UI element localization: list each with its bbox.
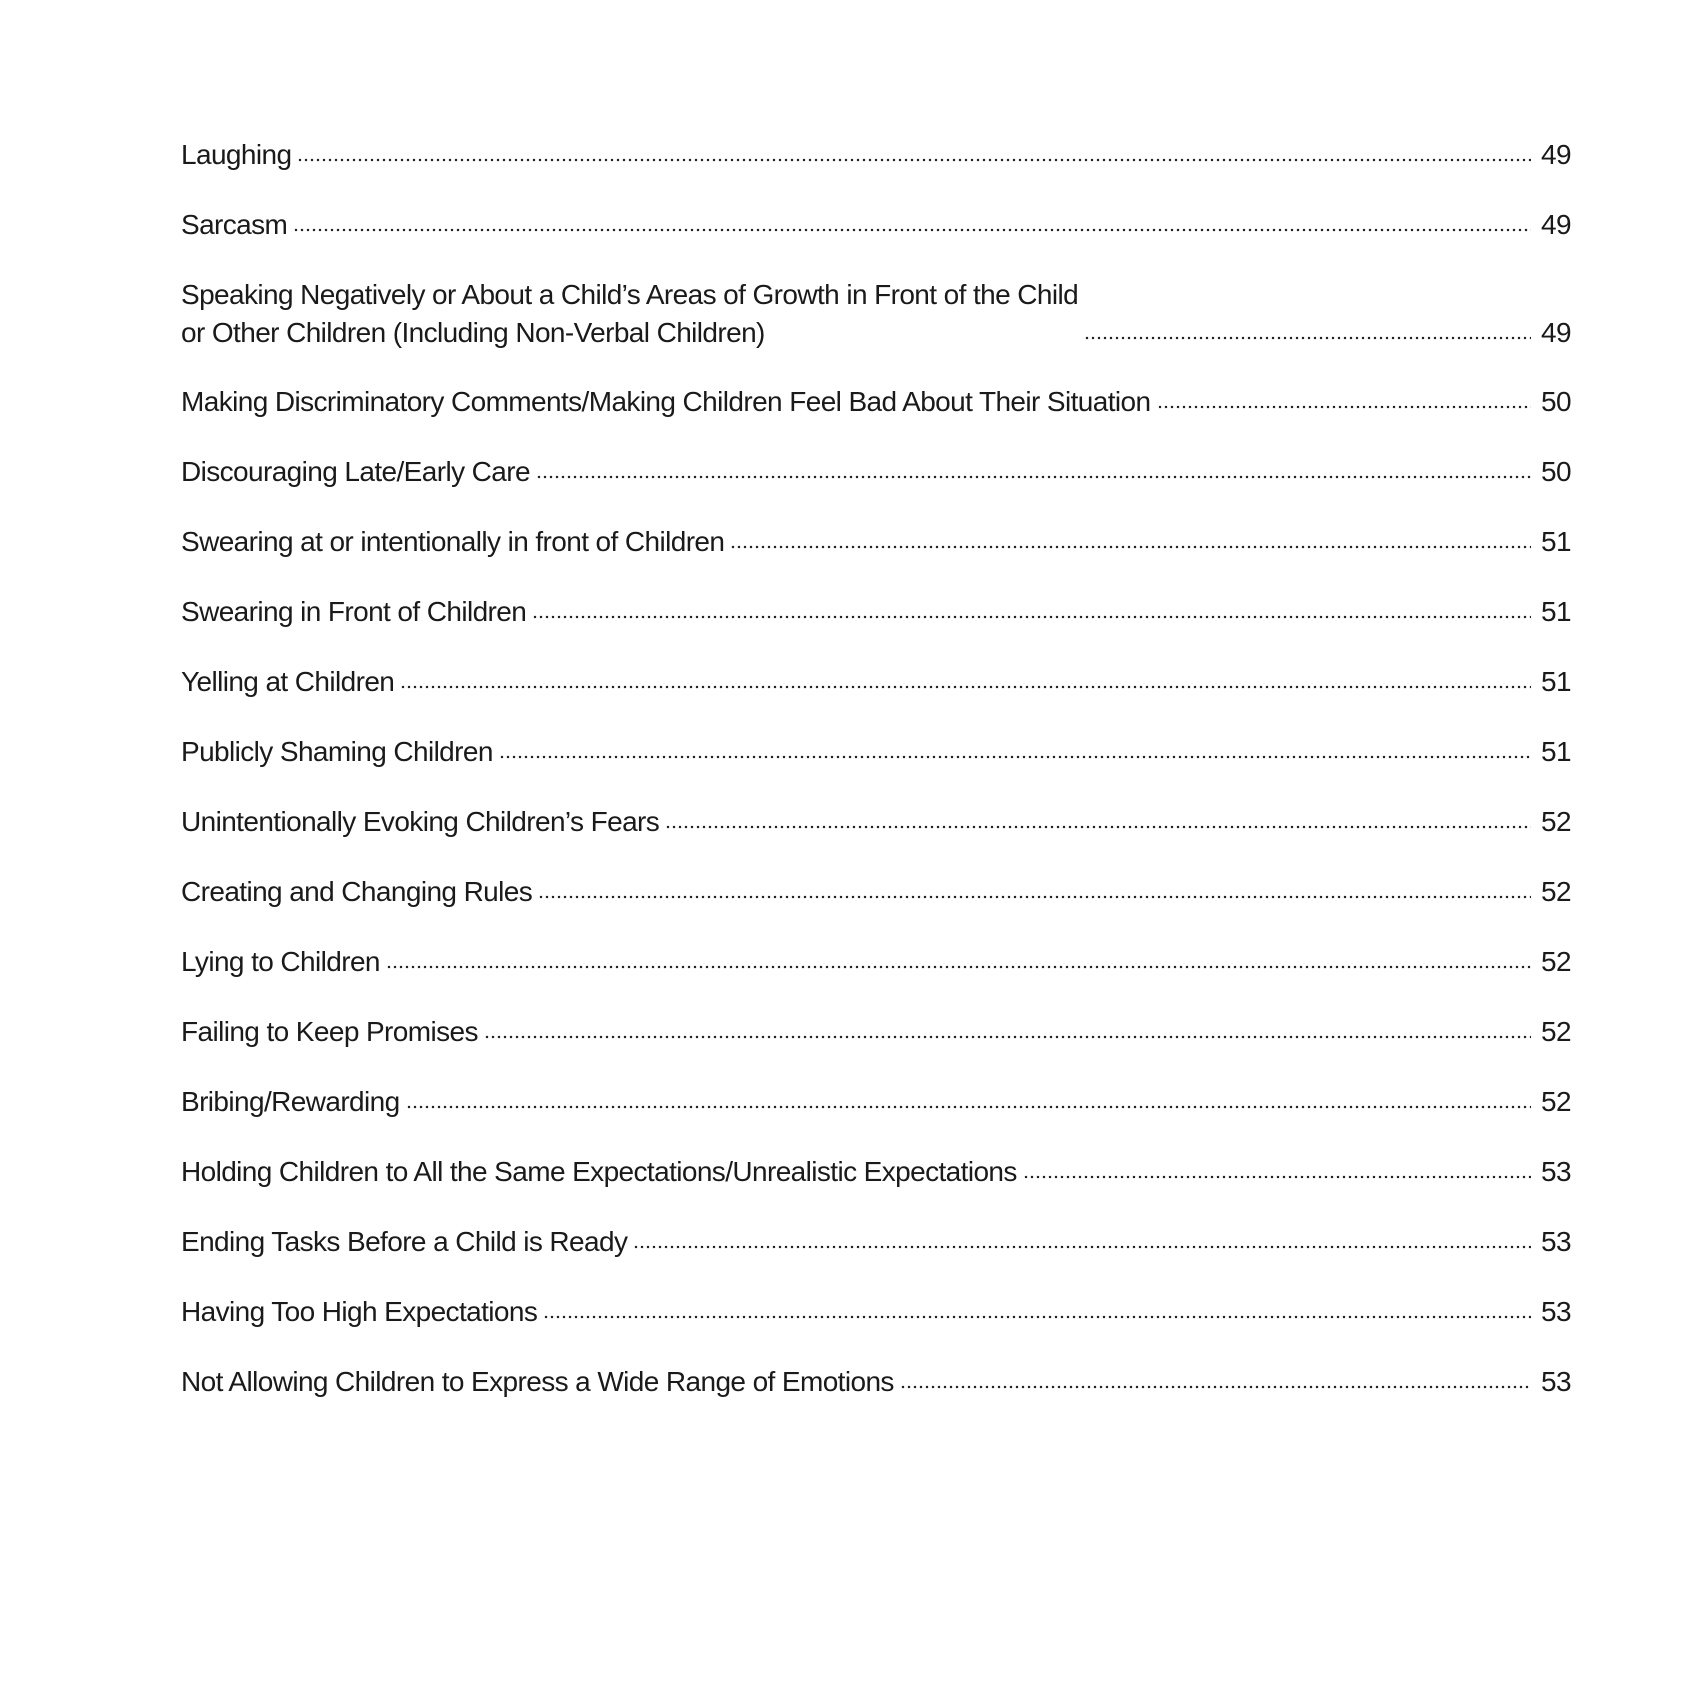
toc-entry[interactable] <box>181 206 1571 244</box>
toc-entry[interactable] <box>181 593 1571 631</box>
toc-entry-title: Lying to Children <box>181 946 380 977</box>
toc-entry-page: 49 <box>1541 209 1571 240</box>
toc-entry[interactable] <box>181 1223 1571 1261</box>
dot-leader <box>1157 404 1532 410</box>
toc-entry-title: Sarcasm <box>181 209 288 240</box>
toc-entry-title: Swearing in Front of Children <box>181 596 527 627</box>
toc-entry-page: 51 <box>1541 526 1571 557</box>
toc-entry-title: Swearing at or intentionally in front of Children <box>181 526 725 557</box>
toc-entry[interactable] <box>181 943 1571 981</box>
dot-leader <box>499 754 1531 760</box>
toc-entry[interactable] <box>181 383 1571 421</box>
toc-entry[interactable] <box>181 1083 1571 1121</box>
toc-entry-page: 51 <box>1541 666 1571 697</box>
dot-leader <box>536 474 1531 480</box>
toc-entry-title: Publicly Shaming Children <box>181 736 493 767</box>
dot-leader <box>1084 335 1531 341</box>
toc-entry[interactable] <box>181 1013 1571 1051</box>
toc-entry[interactable] <box>181 453 1571 491</box>
toc-entry-page: 52 <box>1541 946 1571 977</box>
dot-leader <box>293 227 1531 233</box>
toc-entry[interactable] <box>181 663 1571 701</box>
toc-entry-page: 53 <box>1541 1156 1571 1187</box>
dot-leader <box>484 1034 1531 1040</box>
dot-leader <box>1023 1174 1531 1180</box>
toc-entry-page: 50 <box>1541 456 1571 487</box>
toc-entry-page: 51 <box>1541 736 1571 767</box>
dot-leader <box>297 157 1531 163</box>
toc-entry-title: Having Too High Expectations <box>181 1296 538 1327</box>
dot-leader <box>543 1314 1531 1320</box>
dot-leader <box>532 614 1531 620</box>
toc-entry-page: 49 <box>1541 317 1571 348</box>
toc-entry-title: Failing to Keep Promises <box>181 1016 478 1047</box>
toc-entry[interactable] <box>181 1293 1571 1331</box>
toc-entry-page: 52 <box>1541 806 1571 837</box>
toc-entry-title: Ending Tasks Before a Child is Ready <box>181 1226 628 1257</box>
toc-entry-title: Yelling at Children <box>181 666 395 697</box>
table-of-contents <box>181 136 1571 1433</box>
toc-entry[interactable] <box>181 136 1571 174</box>
toc-entry-title: Laughing <box>181 139 292 170</box>
toc-entry-title: Unintentionally Evoking Children’s Fears <box>181 806 660 837</box>
toc-entry-title: Not Allowing Children to Express a Wide Range of Emotions <box>181 1366 894 1397</box>
dot-leader <box>730 544 1531 550</box>
toc-entry-page: 53 <box>1541 1226 1571 1257</box>
toc-entry[interactable] <box>181 803 1571 841</box>
toc-entry[interactable] <box>181 1153 1571 1191</box>
dot-leader <box>538 894 1531 900</box>
toc-entry-title: Creating and Changing Rules <box>181 876 533 907</box>
toc-entry-page: 52 <box>1541 1086 1571 1117</box>
toc-entry[interactable] <box>181 873 1571 911</box>
toc-entry-page: 51 <box>1541 596 1571 627</box>
dot-leader <box>633 1244 1531 1250</box>
toc-entry-page: 52 <box>1541 1016 1571 1047</box>
toc-entry[interactable] <box>181 1363 1571 1401</box>
dot-leader <box>900 1384 1531 1390</box>
toc-entry[interactable] <box>181 276 1571 352</box>
toc-entry-title: Bribing/Rewarding <box>181 1086 400 1117</box>
toc-entry-page: 53 <box>1541 1366 1571 1397</box>
toc-entry-page: 50 <box>1541 386 1571 417</box>
dot-leader <box>406 1104 1531 1110</box>
toc-entry-title: Discouraging Late/Early Care <box>181 456 530 487</box>
toc-entry[interactable] <box>181 523 1571 561</box>
dot-leader <box>386 964 1531 970</box>
toc-entry-title: Holding Children to All the Same Expectations/Unrealistic Expectations <box>181 1156 1017 1187</box>
dot-leader <box>665 824 1531 830</box>
dot-leader <box>400 684 1531 690</box>
toc-entry-page: 53 <box>1541 1296 1571 1327</box>
toc-entry[interactable] <box>181 733 1571 771</box>
toc-entry-title: Speaking Negatively or About a Child’s Areas of Growth in Front of the Child or Other Children (Including Non-Verbal Children) <box>181 279 1079 348</box>
toc-entry-page: 52 <box>1541 876 1571 907</box>
toc-entry-page: 49 <box>1541 139 1571 170</box>
toc-entry-title: Making Discriminatory Comments/Making Children Feel Bad About Their Situation <box>181 386 1151 417</box>
